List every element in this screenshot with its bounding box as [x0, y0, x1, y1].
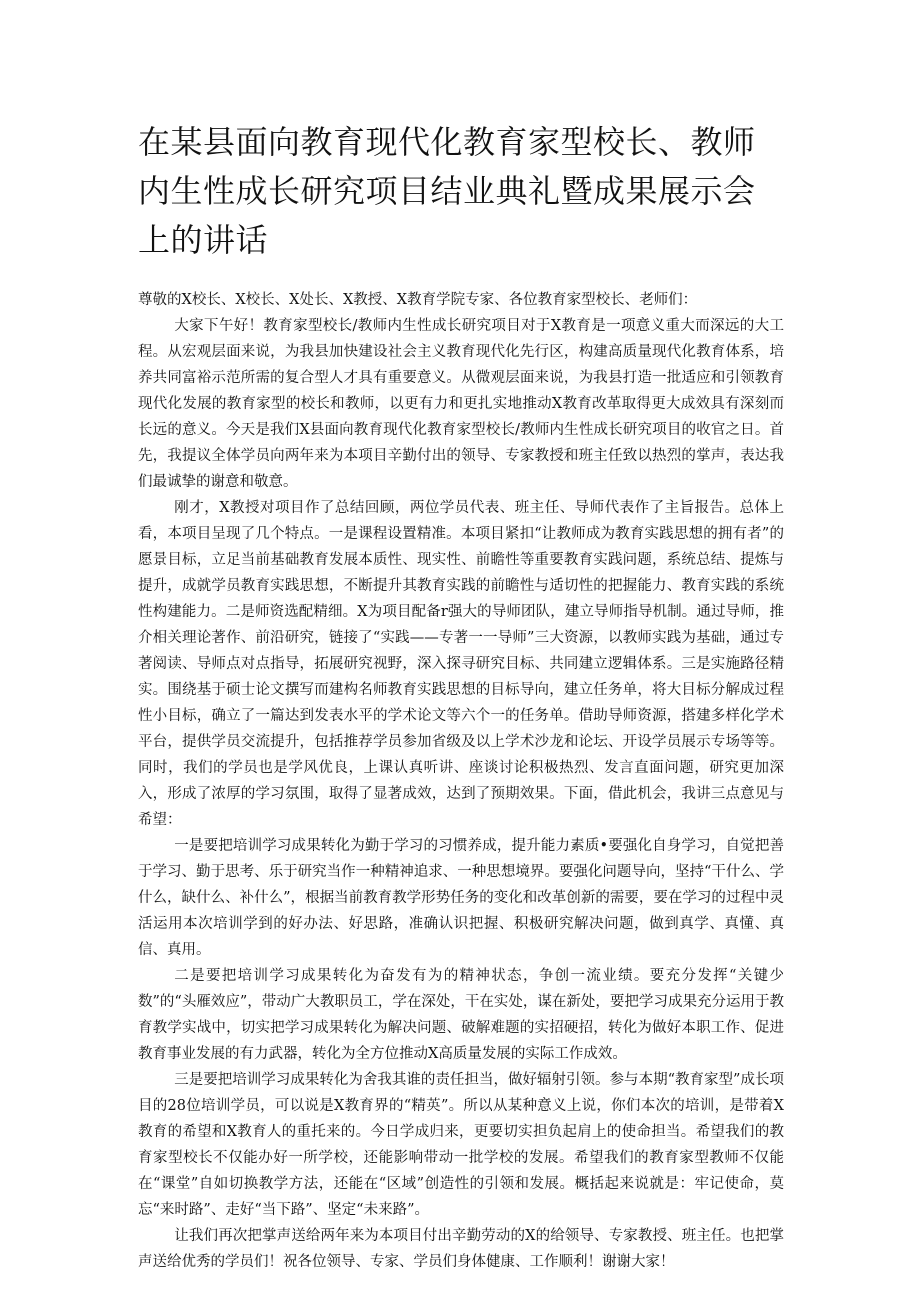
paragraph-project-features: 刚才，X教授对项目作了总结回顾，两位学员代表、班主任、导师代表作了主旨报告。总体上看，本项目呈现了几个特点。一是课程设置精准。本项目紧扣“让教师成为教育实践思想的拥有者”的愿景目标，立足当前基础教育发展本质性、现实性、前瞻性等重要教育实践问题，系统总结、提炼与提升，成就学员教育实践思想，不断提升其教育实践的前瞻性与适切性的把握能力、教育实践的系统性构建能力。二是师资选配精细。X为项目配备r强大的导师团队，建立导师指导机制。通过导师，推介相关理论著作、前沿研究，链接了“实践——专著一一导师”三大资源，以教师实践为基础，通过专著阅读、导师点对点指导，拓展研究视野，深入探寻研究目标、共同建立逻辑体系。三是实施路径精实。围绕基于硕士论文撰写而建构名师教育实践思想的目标导向，建立任务单，将大目标分解成过程性小目标，确立了一篇达到发表水平的学术论文等六个一的任务单。借助导师资源，搭建多样化学术平台，提供学员交流提升，包括推荐学员参加省级及以上学术沙龙和论坛、开设学员展示专场等等。同时，我们的学员也是学风优良，上课认真听讲、座谈讨论积极热烈、发言直面问题，研究更加深入，形成了浓厚的学习氛围，取得了显著成效，达到了预期效果。下面，借此机会，我讲三点意见与希望： — [138, 500, 784, 828]
salutation: 尊敬的X校长、X校长、X处长、X教授、X教育学院专家、各位教育家型校长、老师们： — [138, 292, 698, 308]
paragraph-closing: 让我们再次把掌声送给两年来为本项目付出辛勤劳动的X的给领导、专家教授、班主任。也把掌声送给优秀的学员们！祝各位领导、专家、学员们身体健康、工作顺利！谢谢大家！ — [138, 1228, 784, 1270]
paragraph-expectation-two: 二是要把培训学习成果转化为奋发有为的精神状态，争创一流业绩。要充分发挥“关键少数”的“头雁效应”，带动广大教职员工，学在深处，干在实处，谋在新处，要把学习成果充分运用于教育教学实战中，切实把学习成果转化为解决问题、破解难题的实招硬招，转化为做好本职工作、促进教育事业发展的有力武器，转化为全方位推动X高质量发展的实际工作成效。 — [138, 968, 784, 1062]
document-title: 在某县面向教育现代化教育家型校长、教师内生性成长研究项目结业典礼暨成果展示会上的讲话 — [138, 123, 756, 259]
paragraph-expectation-one: 一是要把培训学习成果转化为勤于学习的习惯养成，提升能力素质•要强化自身学习，自觉把善于学习、勤于思考、乐于研究当作一种精神追求、一种思想境界。要强化问题导向，坚持“干什么、学什么，缺什么、补什么”，根据当前教育教学形势任务的变化和改革创新的需要，要在学习的过程中灵活运用本次培训学到的好办法、好思路，准确认识把握、积极研究解决问题，做到真学、真懂、真信、真用。 — [138, 838, 784, 958]
paragraph-expectation-three: 三是要把培训学习成果转化为舍我其谁的责任担当，做好辐射引领。参与本期“教育家型”成长项目的28位培训学员，可以说是X教育界的“精英”。所以从某种意义上说，你们本次的培训，是带着X教育的希望和X教育人的重托来的。今日学成归来，更要切实担负起肩上的使命担当。希望我们的教育家型校长不仅能办好一所学校，还能影响带动一批学校的发展。希望我们的教育家型教师不仅能在“课堂”自如切换教学方法，还能在“区域”创造性的引领和发展。概括起来说就是：牢记使命，莫忘“来时路”、走好“当下路”、坚定“未来路”。 — [138, 1072, 784, 1218]
document-page — [138, 118, 784, 1275]
paragraph-opening: 大家下午好！教育家型校长/教师内生性成长研究项目对于X教育是一项意义重大而深远的大工程。从宏观层面来说，为我县加快建设社会主义教育现代化先行区，构建高质量现代化教育体系，培养共同富裕示范所需的复合型人才具有重要意义。从微观层面来说，为我县打造一批适应和引领教育现代化发展的教育家型的校长和教师，以更有力和更扎实地推动X教育改革取得更大成效具有深刻而长远的意义。今天是我们X县面向教育现代化教育家型校长/教师内生性成长研究项目的收官之日。首先，我提议全体学员向两年来为本项目辛勤付出的领导、专家教授和班主任致以热烈的掌声，表达我们最诚挚的谢意和敬意。 — [138, 318, 784, 490]
